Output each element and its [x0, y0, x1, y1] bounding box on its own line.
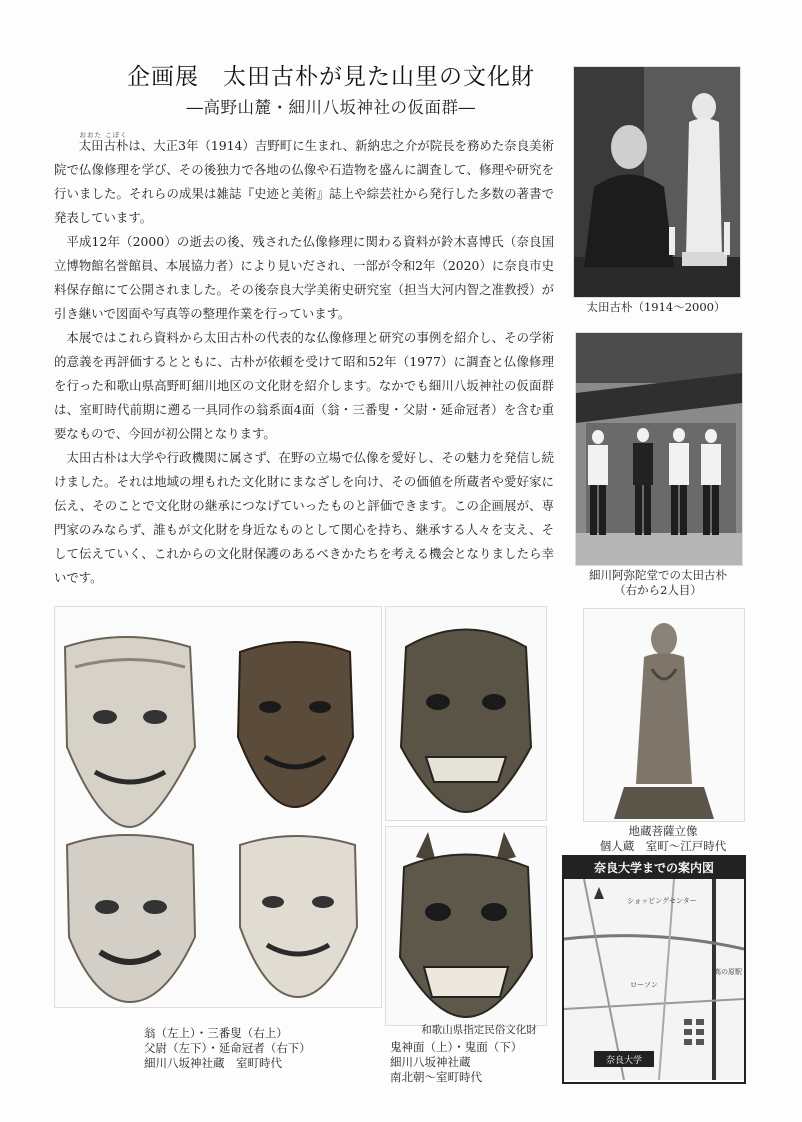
page-title: 企画展 太田古朴が見た山里の文化財	[127, 64, 535, 90]
page-subtitle: ―高野山麓・細川八坂神社の仮面群―	[186, 98, 476, 117]
masks-caption-line3: 細川八坂神社蔵 室町時代	[144, 1056, 282, 1070]
oni-caption	[390, 1040, 560, 1085]
oni-designation-label: 和歌山県指定民俗文化財	[421, 1024, 537, 1036]
paragraph-3: 本展ではこれら資料から太田古朴の代表的な仏像修理と研究の事例を紹介し、その学術的意義を再評価するとともに、古朴が依頼を受けて昭和52年（1977）に調査と仏像修理を行った和歌山県高野町細川地区の文化財を紹介します。なかでも細川八坂神社の仮面群は、室町時代前期に遡る一具同作の翁系面4面（翁・三番叟・父尉・延命冠者）を含む重要なもので、今回が初公開となります。	[54, 330, 554, 441]
jizo-caption-line2: 個人蔵 室町～江戸時代	[599, 839, 727, 853]
jizo-photo	[583, 608, 745, 822]
group-caption-line1: 細川阿弥陀堂での太田古朴	[589, 568, 727, 582]
body-text	[54, 131, 554, 590]
paragraph-1	[54, 131, 554, 230]
portrait-caption: 太田古朴（1914～2000）	[586, 300, 726, 314]
oni-mask-photo	[385, 826, 547, 1026]
jizo-caption-line1: 地蔵菩薩立像	[628, 824, 698, 838]
map-label-lawson: ローソン	[630, 981, 658, 989]
name-with-ruby	[66, 131, 129, 158]
masks-caption-line2: 父尉（左下）・延命冠者（右下）	[144, 1041, 311, 1055]
masks-caption-line1: 翁（左上）・三番叟（右上）	[144, 1026, 288, 1040]
access-map	[562, 855, 746, 1084]
oni-caption-line1: 鬼神面（上）・鬼面（下）	[390, 1040, 523, 1054]
oni-caption-line3: 南北朝～室町時代	[390, 1070, 482, 1084]
paragraph-4: 太田古朴は大学や行政機関に属さず、在野の立場で仏像を愛好し、その魅力を発信し続けました。それは地域の埋もれた文化財にまなざしを向け、その価値を所蔵者や愛好家に伝え、そのことで文化財の継承につなげていったものと評価できます。この企画展が、専門家のみならず、誰もが文化財を身近なものとして関心を持ち、継承する人々を支え、そして伝えていく、これからの文化財保護のあるべきかたちを考える機会となりましたら幸いです。	[54, 450, 554, 585]
portrait-photo	[573, 66, 741, 298]
map-drawing	[564, 879, 744, 1080]
map-title: 奈良大学までの案内図	[564, 857, 744, 879]
masks-caption	[144, 1026, 384, 1071]
paragraph-1-rest: は、大正3年（1914）吉野町に生まれ、新納忠之介が院長を務めた奈良美術院で仏像修理を学び、その後独力で各地の仏像や石造物を盛んに調査して、修理や研究を行いました。それらの成果は雑誌『史迹と美術』誌上や綜芸社から発行した多数の著書で発表しています。	[54, 138, 554, 225]
masks-photo	[54, 606, 382, 1008]
map-label-station: 高の原駅	[714, 968, 742, 976]
paragraph-2: 平成12年（2000）の逝去の後、残された仏像修理に関わる資料が鈴木喜博氏（奈良国立博物館名誉館員、本展協力者）により見いだされ、一部が令和2年（2020）に奈良市史料保存館にて公開されました。その後奈良大学美術史研究室（担当大河内智之准教授）が引き継いで図面や写真等の整理作業を行っています。	[54, 234, 554, 321]
name-text: 太田古朴	[78, 138, 129, 153]
kishin-mask-photo	[385, 606, 547, 821]
oni-caption-line2: 細川八坂神社蔵	[390, 1055, 471, 1069]
ruby-reading: おおた こぼく	[79, 131, 128, 139]
group-caption	[575, 568, 741, 598]
jizo-caption	[583, 824, 743, 854]
group-photo	[575, 332, 743, 566]
group-caption-line2: （右から2人目）	[614, 583, 702, 597]
map-label-univ: 奈良大学	[605, 1056, 643, 1066]
map-label-shopping: ショッピングセンター	[627, 897, 697, 905]
